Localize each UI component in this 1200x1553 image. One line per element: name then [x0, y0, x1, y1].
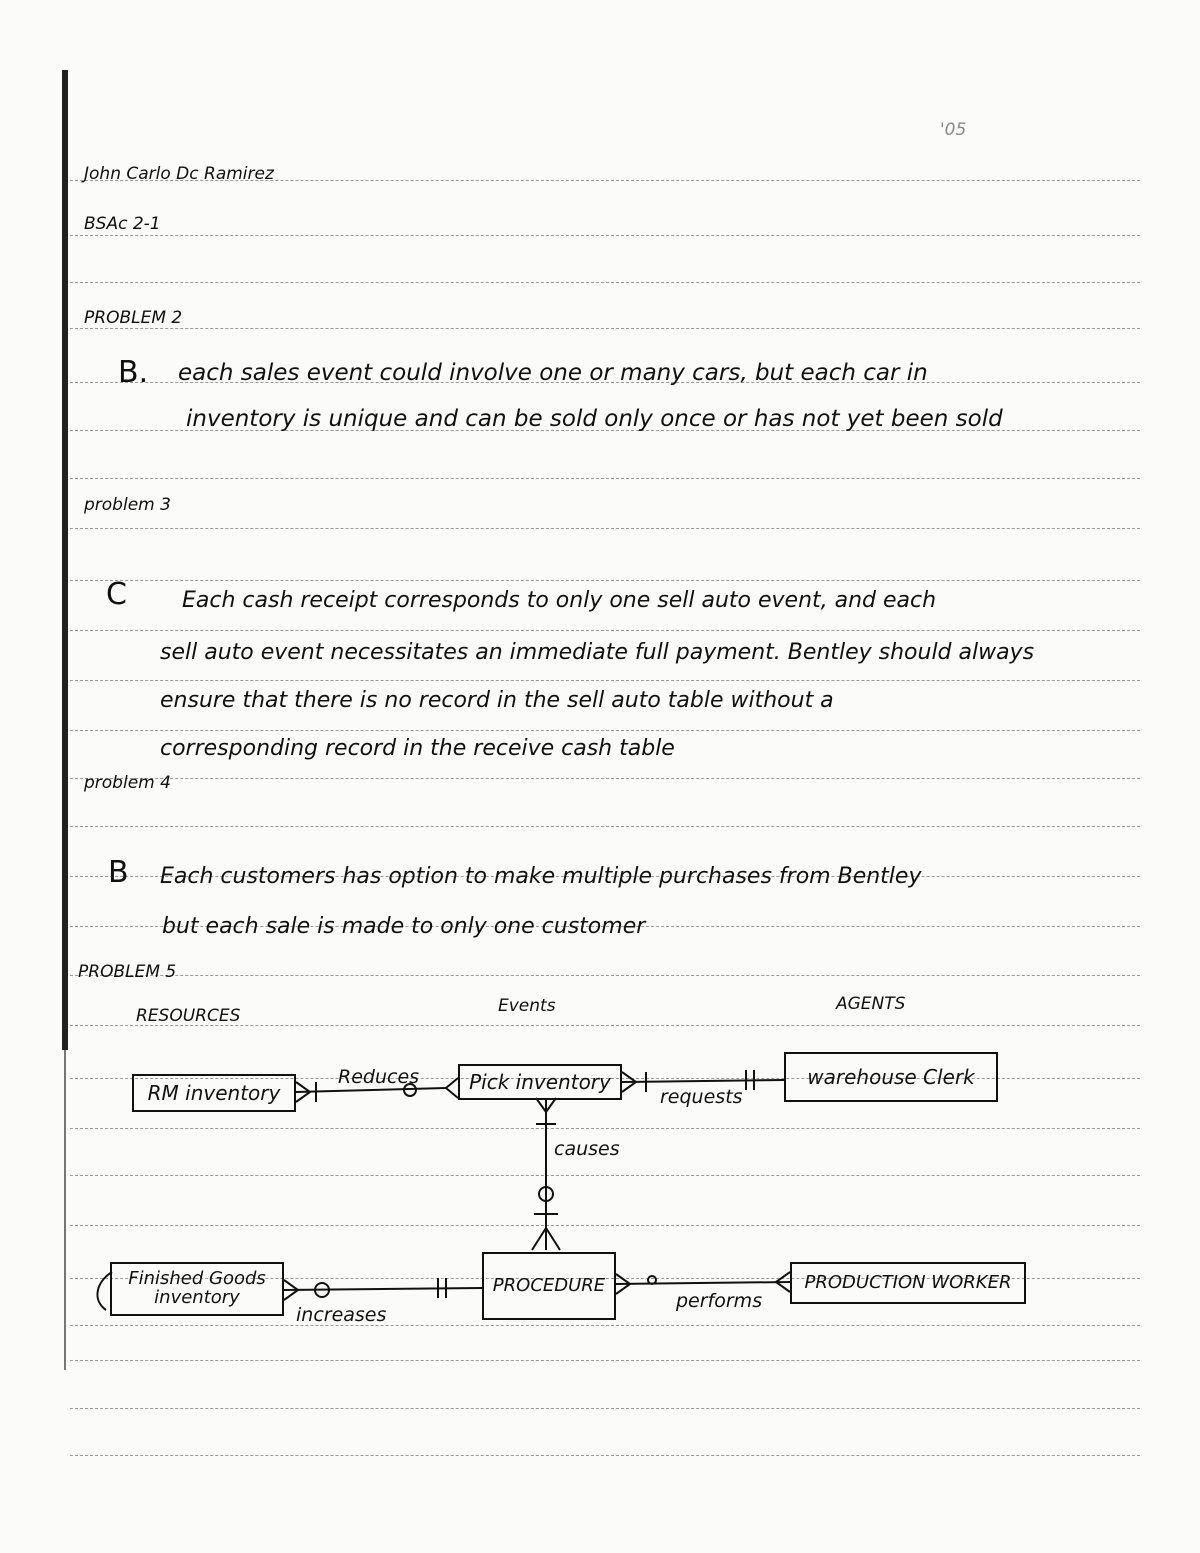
crowfoot-pick-left — [446, 1078, 458, 1098]
student-section: BSAc 2-1 — [84, 214, 161, 234]
problem-4-title: problem 4 — [84, 773, 171, 793]
problem-3-line-4: corresponding record in the receive cash table — [160, 736, 675, 761]
problem-2-line-1: each sales event could involve one or many cars, but each car in — [178, 360, 928, 386]
label-reduces: Reduces — [338, 1066, 420, 1088]
label-causes: causes — [554, 1138, 620, 1160]
problem-4-line-2: but each sale is made to only one customer — [162, 914, 646, 939]
entity-production-worker: PRODUCTION WORKER — [790, 1262, 1026, 1304]
label-performs: performs — [676, 1290, 763, 1312]
corner-mark: '05 — [940, 120, 967, 140]
entity-finished-goods-inventory: Finished Goods inventory — [110, 1262, 284, 1316]
problem-3-line-1: Each cash receipt corresponds to only one sell auto event, and each — [182, 588, 937, 613]
entity-rm-inventory: RM inventory — [132, 1074, 296, 1112]
label-increases: increases — [296, 1304, 387, 1326]
student-name: John Carlo Dc Ramirez — [84, 164, 274, 184]
label-requests: requests — [660, 1086, 743, 1108]
problem-3-answer: C — [106, 577, 127, 612]
entity-pick-inventory: Pick inventory — [458, 1064, 622, 1100]
column-resources: RESOURCES — [136, 1006, 241, 1026]
entity-warehouse-clerk: warehouse Clerk — [784, 1052, 998, 1102]
connector-reduces — [296, 1088, 446, 1092]
problem-2-line-2: inventory is unique and can be sold only once or has not yet been sold — [186, 406, 1003, 432]
problem-5-title: PROBLEM 5 — [78, 962, 177, 982]
problem-3-title: problem 3 — [84, 495, 171, 515]
problem-2-answer: B. — [118, 355, 149, 390]
connector-performs — [616, 1282, 790, 1284]
problem-2-title: PROBLEM 2 — [84, 308, 183, 328]
problem-3-line-3: ensure that there is no record in the sell auto table without a — [160, 688, 834, 713]
problem-3-line-2: sell auto event necessitates an immediate full payment. Bentley should always — [160, 640, 1035, 665]
connector-increases — [284, 1288, 482, 1290]
column-events: Events — [498, 996, 556, 1016]
problem-4-answer: B — [108, 855, 129, 890]
column-agents: AGENTS — [836, 994, 906, 1014]
problem-4-line-1: Each customers has option to make multiple purchases from Bentley — [160, 864, 922, 889]
entity-procedure: PROCEDURE — [482, 1252, 616, 1320]
